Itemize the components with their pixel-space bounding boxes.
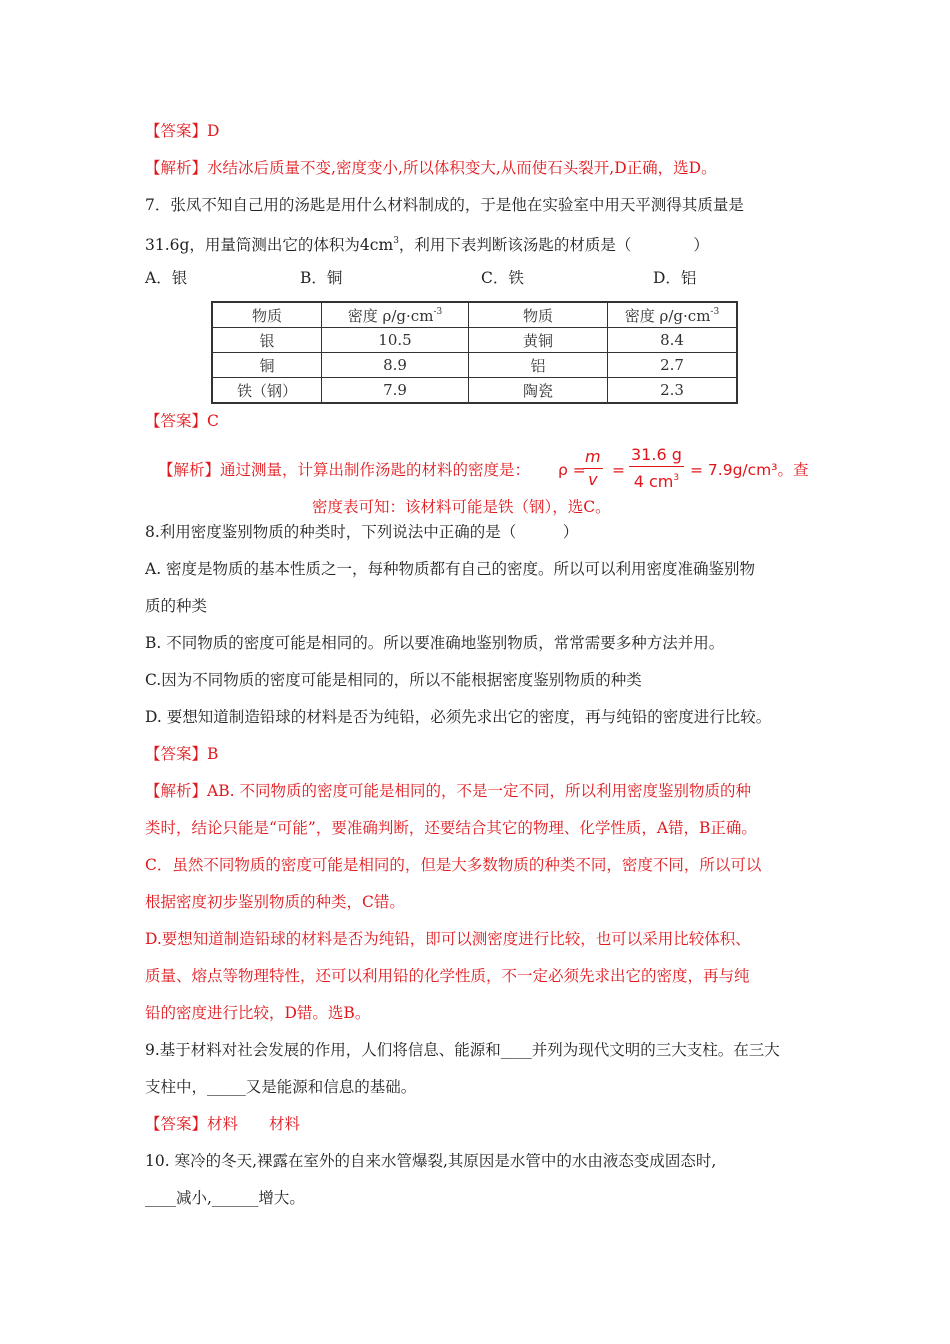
q8-analysis-line: 根据密度初步鉴别物质的种类，C错。 [145, 893, 405, 911]
q7-option-c: C．铁 [481, 269, 524, 287]
q7-stem-line1: 7．张凤不知自己用的汤匙是用什么材料制成的，于是他在实验室中用天平测得其质量是 [145, 196, 744, 214]
table-header-row [212, 302, 737, 328]
table-cell: 2.7 [608, 353, 738, 378]
q7-stem-line2 [145, 231, 709, 255]
q6-analysis-text: 水结冰后质量不变,密度变小,所以体积变大,从而使石头裂开,D正确，选D。 [207, 159, 717, 177]
equals-sign: = [612, 461, 625, 479]
table-row [212, 378, 737, 404]
q8-analysis-line: 【解析】AB. 不同物质的密度可能是相同的，不是一定不同，所以利用密度鉴别物质的种 [145, 782, 751, 800]
q7-analysis-line2: 密度表可知：该材料可能是铁（钢），选C。 [312, 498, 611, 516]
q8-analysis-line: C．虽然不同物质的密度可能是相同的，但是大多数物质的种类不同，密度不同，所以可以 [145, 856, 762, 874]
q7-answer: 【答案】C [145, 412, 219, 430]
q7-stem-sup: 3 [393, 236, 399, 246]
header-density-label: 密度 ρ/g·cm [624, 306, 711, 325]
q8-option-c: C.因为不同物质的密度可能是相同的，所以不能根据密度鉴别物质的种类 [145, 671, 642, 689]
q8-analysis-line: 类时，结论只能是“可能”，要准确判断，还要结合其它的物理、化学性质，A错，B正确。 [145, 819, 757, 837]
q10-stem-line2: ____减小,______增大。 [145, 1189, 305, 1207]
q7-analysis-prefix: 【解析】通过测量，计算出制作汤匙的材料的密度是： [158, 461, 531, 479]
fraction-m-over-v [583, 446, 603, 491]
q7-stem-part-a: 31.6g，用量筒测出它的体积为4cm [145, 236, 394, 254]
q9-stem-line1: 9.基于材料对社会发展的作用，人们将信息、能源和____并列为现代文明的三大支柱。在三大 [145, 1041, 780, 1059]
q8-answer: 【答案】B [145, 745, 219, 763]
q8-analysis-line: 铅的密度进行比较，D错。选B。 [145, 1004, 371, 1022]
q7-stem-part-b: ，利用下表判断该汤匙的材质是（ ） [398, 236, 709, 254]
header-density-sup: -3 [710, 306, 720, 317]
q8-option-a-line2: 质的种类 [145, 597, 208, 615]
fraction-den-sup: 3 [673, 473, 680, 483]
q8-analysis-line: D.要想知道制造铅球的材料是否为纯铅，即可以测密度进行比较，也可以采用比较体积、 [145, 930, 751, 948]
q8-stem: 8.利用密度鉴别物质的种类时，下列说法中正确的是（ ） [145, 523, 579, 541]
table-cell: 2.3 [608, 378, 738, 404]
fraction-denominator: v [583, 468, 603, 491]
q10-stem-line1: 10. 寒冷的冬天,裸露在室外的自来水管爆裂,其原因是水管中的水由液态变成固态时, [145, 1152, 717, 1170]
q7-option-a: A．银 [145, 269, 188, 287]
q6-answer: 【答案】D [145, 122, 220, 140]
q8-analysis-line: 质量、熔点等物理特性，还可以利用铅的化学性质，不一定必须先求出它的密度，再与纯 [145, 967, 750, 985]
header-cell: 物质 [212, 302, 322, 328]
table-cell: 黄铜 [469, 328, 608, 353]
q6-analysis [145, 158, 717, 178]
header-cell: 物质 [469, 302, 608, 328]
table-cell: 8.9 [322, 353, 469, 378]
q8-option-a-line1: A. 密度是物质的基本性质之一，每种物质都有自己的密度。所以可以利用密度准确鉴别物 [145, 560, 756, 578]
header-cell [322, 302, 469, 328]
table-cell: 7.9 [322, 378, 469, 404]
q8-option-d: D. 要想知道制造铅球的材料是否为纯铅，必须先求出它的密度，再与纯铅的密度进行比较。 [145, 708, 772, 726]
table-cell: 铁（钢） [212, 378, 322, 404]
header-density-sup: -3 [433, 306, 443, 317]
table-cell: 银 [212, 328, 322, 353]
header-density-label: 密度 ρ/g·cm [347, 306, 434, 325]
table-cell: 陶瓷 [469, 378, 608, 404]
density-table [211, 301, 738, 404]
rho-equals: ρ = [558, 461, 586, 479]
q7-option-d: D．铝 [653, 269, 697, 287]
q9-stem-line2: 支柱中，_____又是能源和信息的基础。 [145, 1078, 417, 1096]
fraction-denominator [629, 466, 684, 493]
analysis-tag: 【解析】 [145, 159, 208, 177]
q7-result: = 7.9g/cm³。查 [690, 461, 809, 479]
header-cell [608, 302, 738, 328]
fraction-den-text: 4 cm [633, 472, 674, 491]
q8-option-b: B. 不同物质的密度可能是相同的。所以要准确地鉴别物质，常常需要多种方法并用。 [145, 634, 725, 652]
q9-answer: 【答案】材料 材料 [145, 1115, 301, 1133]
table-cell: 铜 [212, 353, 322, 378]
fraction-numerator: 31.6 g [631, 445, 682, 464]
fraction-value [629, 444, 684, 493]
table-row [212, 328, 737, 353]
fraction-numerator: m [585, 447, 601, 466]
table-cell: 铝 [469, 353, 608, 378]
table-row [212, 353, 737, 378]
table-cell: 8.4 [608, 328, 738, 353]
q7-option-b: B．铜 [300, 269, 343, 287]
table-cell: 10.5 [322, 328, 469, 353]
